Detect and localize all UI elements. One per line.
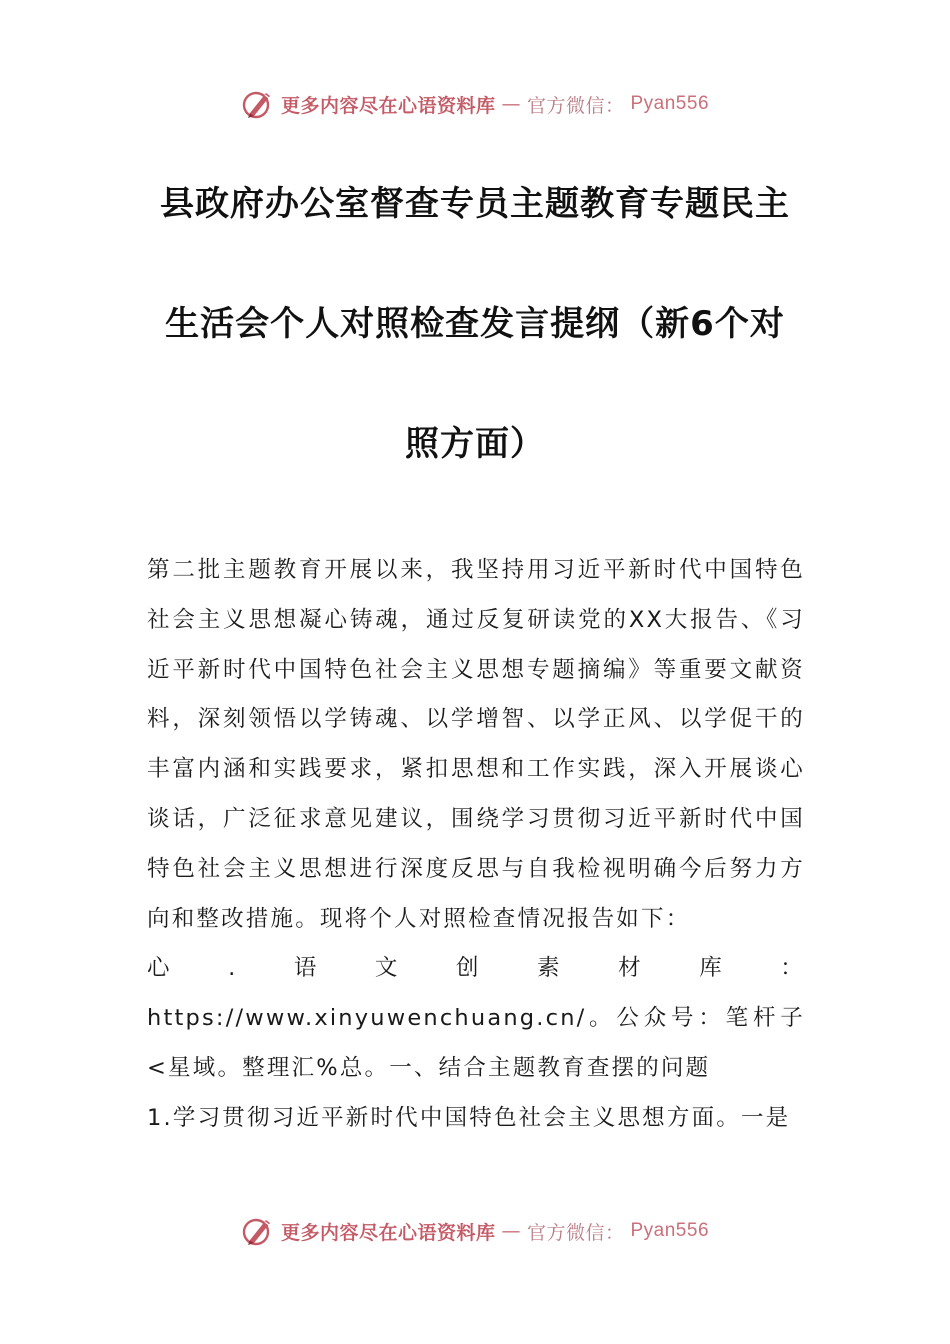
watermark-wechat-id: Pyan556	[630, 1220, 710, 1241]
document-body	[147, 546, 805, 1144]
watermark-brand: 更多内容尽在心语资料库	[280, 94, 496, 117]
watermark-brand: 更多内容尽在心语资料库	[280, 1221, 496, 1244]
footer-watermark	[0, 1211, 950, 1251]
watermark-label: 官方微信：	[526, 1221, 625, 1244]
intro-paragraph: 第二批主题教育开展以来，我坚持用习近平新时代中国特色社会主义思想凝心铸魂，通过反复研读党的XX大报告、《习近平新时代中国特色社会主义思想专题摘编》等重要文献资料，深刻领悟以学铸魂、以学增智、以学正风、以学促干的丰富内涵和实践要求，紧扣思想和工作实践，深入开展谈心谈话，广泛征求意见建议，围绕学习贯彻习近平新时代中国特色社会主义思想进行深度反思与自我检视明确今后努力方向和整改措施。现将个人对照检查情况报告如下：	[147, 557, 805, 932]
source-note-paragraph: 心.语文创素材库：https://www.xinyuwenchuang.cn/。公众号：笔杆子<星域。整理汇%总。一、结合主题教育查摆的问题	[147, 955, 805, 1081]
watermark-wechat-id: Pyan556	[630, 93, 710, 114]
item-1-paragraph: 1.学习贯彻习近平新时代中国特色社会主义思想方面。一是	[147, 1104, 791, 1131]
title-line-3: 照方面）	[405, 424, 545, 464]
title-line-1: 县政府办公室督查专员主题教育专题民主	[160, 184, 790, 224]
pen-logo-icon	[241, 1214, 275, 1248]
watermark-label: 官方微信：	[526, 94, 625, 117]
title-line-2: 生活会个人对照检查发言提纲（新6个对	[165, 304, 785, 344]
watermark-separator: —	[501, 93, 521, 115]
pen-logo-icon	[241, 87, 275, 121]
watermark-separator: —	[501, 1220, 521, 1242]
header-watermark	[0, 84, 950, 124]
